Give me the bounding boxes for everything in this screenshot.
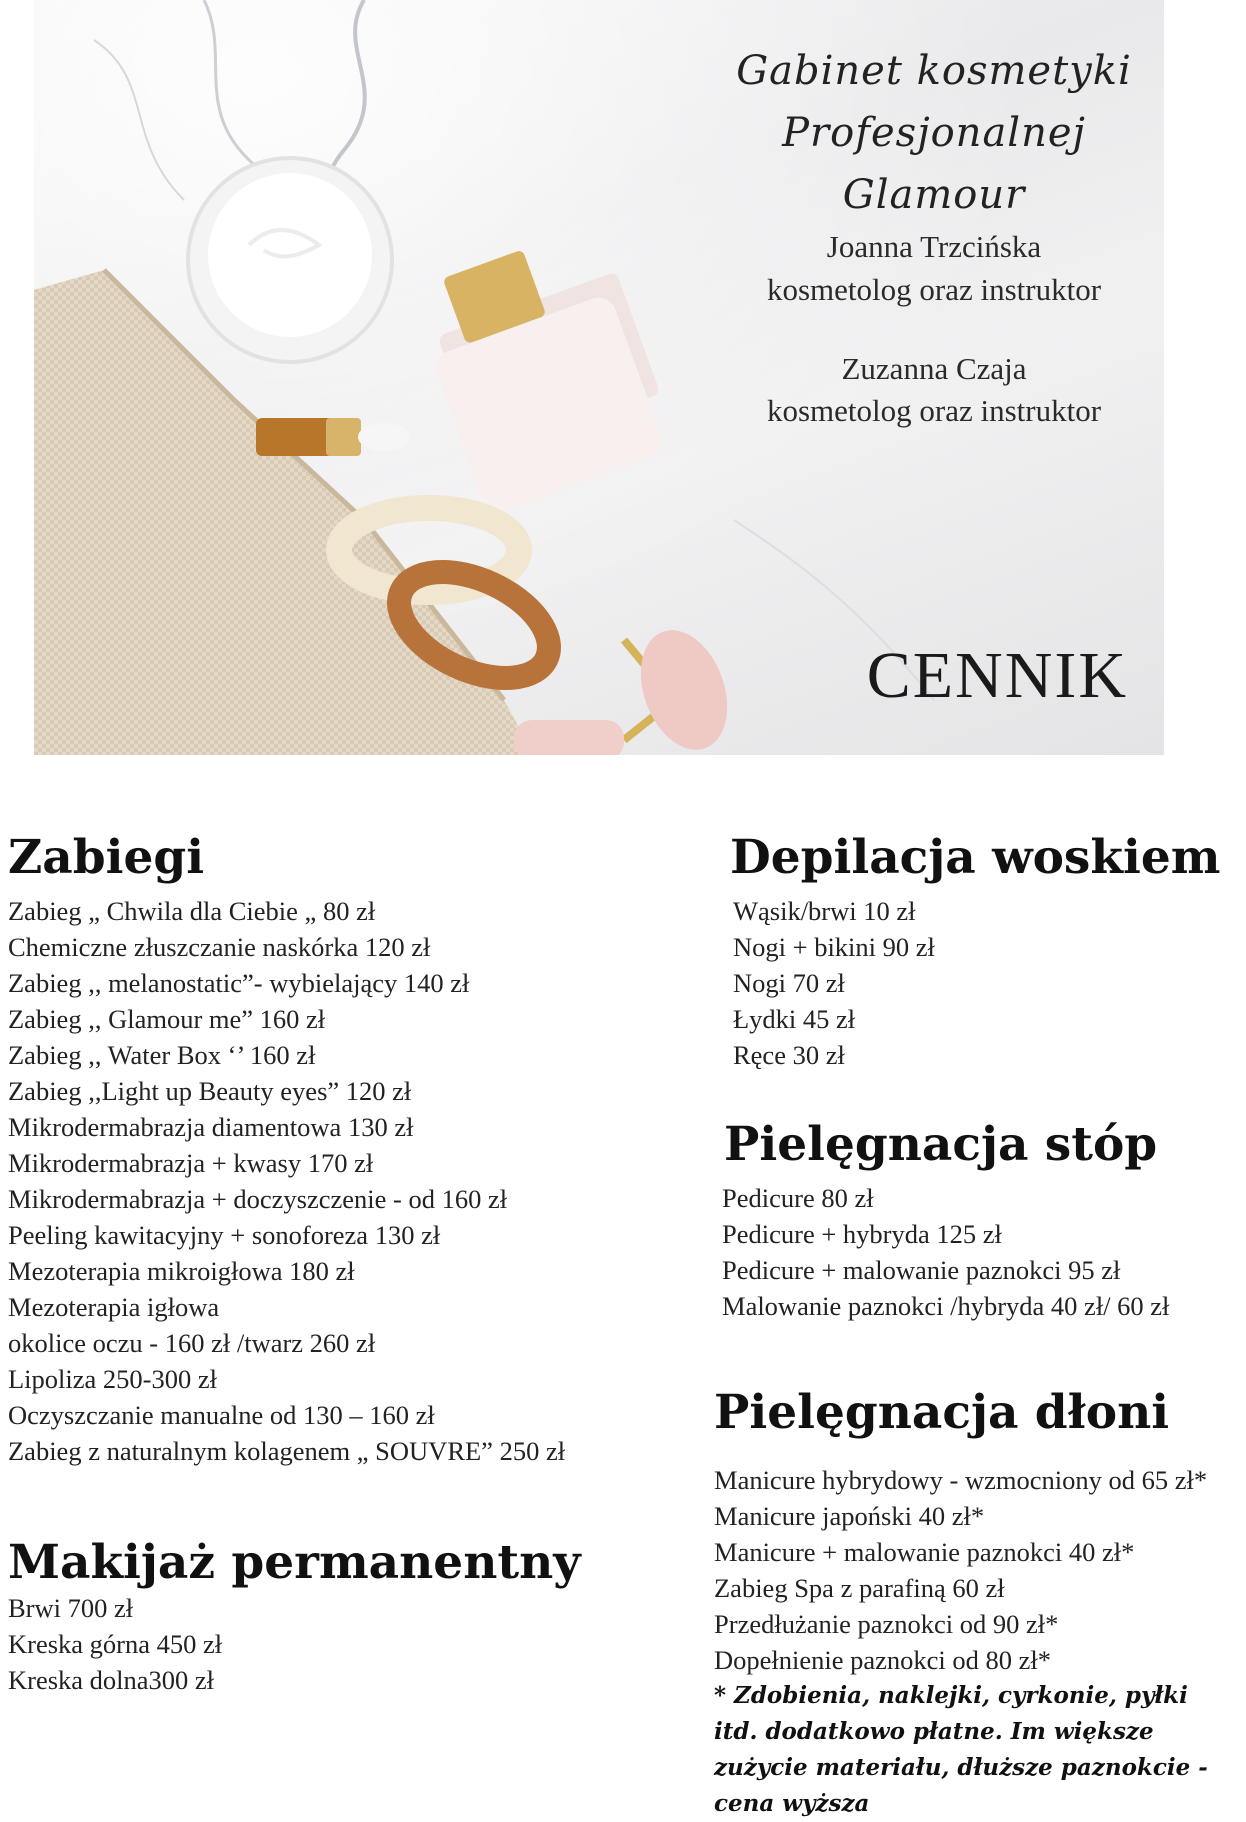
list-item: Mezoterapia mikroigłowa 180 zł — [8, 1256, 355, 1286]
list-item: Kreska dolna300 zł — [8, 1665, 215, 1695]
list-item: Pedicure + malowanie paznokci 95 zł — [722, 1255, 1121, 1285]
list-item: Manicure japoński 40 zł* — [714, 1501, 985, 1531]
salon-name-line-1: Gabinet kosmetyki — [736, 48, 1132, 94]
list-item: Mikrodermabrazja diamentowa 130 zł — [8, 1112, 414, 1142]
section-hand-care — [714, 1385, 1234, 1822]
list-item: Łydki 45 zł — [733, 1004, 856, 1034]
list-item: Brwi 700 zł — [8, 1593, 134, 1623]
list-item: Manicure + malowanie paznokci 40 zł* — [714, 1537, 1135, 1567]
price-list — [733, 893, 1220, 1073]
list-item: Zabieg z naturalnym kolagenem „ SOUVRE” 250 zł — [8, 1436, 566, 1466]
list-item: Zabieg ,, Water Box ‘’ 160 zł — [8, 1040, 316, 1070]
person-1-role: kosmetolog oraz instruktor — [766, 271, 1102, 307]
section-foot-care — [724, 1117, 1169, 1324]
price-list-title: CENNIK — [866, 639, 1128, 712]
list-item: Przedłużanie paznokci od 90 zł* — [714, 1609, 1059, 1639]
price-list — [714, 1462, 1234, 1678]
list-item: Zabieg ,, Glamour me” 160 zł — [8, 1004, 326, 1034]
section-treatments — [8, 830, 565, 1469]
list-item: Zabieg „ Chwila dla Ciebie „ 80 zł — [8, 896, 376, 926]
list-item: Lipoliza 250-300 zł — [8, 1364, 217, 1394]
price-list — [8, 893, 565, 1469]
list-item: Zabieg ,,Light up Beauty eyes” 120 zł — [8, 1076, 412, 1106]
person-2-role: kosmetolog oraz instruktor — [766, 393, 1102, 429]
list-item: Pedicure 80 zł — [722, 1183, 874, 1213]
list-item: Malowanie paznokci /hybryda 40 zł/ 60 zł — [722, 1291, 1170, 1321]
section-title: Depilacja woskiem — [730, 830, 1221, 885]
list-item: okolice oczu - 160 zł /twarz 260 zł — [8, 1328, 376, 1358]
salon-name-line-2: Profesjonalnej Glamour — [782, 110, 1086, 218]
section-waxing — [730, 830, 1220, 1073]
section-title: Zabiegi — [8, 830, 205, 885]
list-item: Nogi 70 zł — [733, 968, 845, 998]
list-item: Oczyszczanie manualne od 130 – 160 zł — [8, 1400, 435, 1430]
section-permanent-makeup — [8, 1535, 581, 1698]
salon-header — [714, 40, 1154, 433]
section-title: Makijaż permanentny — [8, 1535, 581, 1590]
list-item: Mikrodermabrazja + kwasy 170 zł — [8, 1148, 374, 1178]
list-item: Wąsik/brwi 10 zł — [733, 896, 916, 926]
section-title: Pielęgnacja dłoni — [714, 1385, 1170, 1440]
list-item: Manicure hybrydowy - wzmocniony od 65 zł* — [714, 1465, 1208, 1495]
person-2-name: Zuzanna Czaja — [841, 350, 1027, 386]
list-item: Chemiczne złuszczanie naskórka 120 zł — [8, 932, 431, 962]
list-item: Pedicure + hybryda 125 zł — [722, 1219, 1002, 1249]
section-title: Pielęgnacja stóp — [724, 1117, 1158, 1172]
list-item: Dopełnienie paznokci od 80 zł* — [714, 1645, 1052, 1675]
price-list — [8, 1590, 581, 1698]
person-1-name: Joanna Trzcińska — [826, 229, 1042, 264]
list-item: Nogi + bikini 90 zł — [733, 932, 935, 962]
list-item: Zabieg Spa z parafiną 60 zł — [714, 1573, 1005, 1603]
list-item: Mikrodermabrazja + doczyszczenie - od 160 zł — [8, 1184, 508, 1214]
footnote: * Zdobienia, naklejki, cyrkonie, pyłki itd. dodatkowo płatne. Im większe zużycie materiału, dłuższe paznokcie - cena wyższa — [714, 1682, 1208, 1817]
list-item: Kreska górna 450 zł — [8, 1629, 223, 1659]
list-item: Mezoterapia igłowa — [8, 1292, 220, 1322]
price-list — [722, 1180, 1169, 1324]
hero-banner — [34, 0, 1164, 755]
list-item: Peeling kawitacyjny + sonoforeza 130 zł — [8, 1220, 441, 1250]
list-item: Ręce 30 zł — [733, 1040, 845, 1070]
list-item: Zabieg ,, melanostatic”- wybielający 140 zł — [8, 968, 470, 998]
